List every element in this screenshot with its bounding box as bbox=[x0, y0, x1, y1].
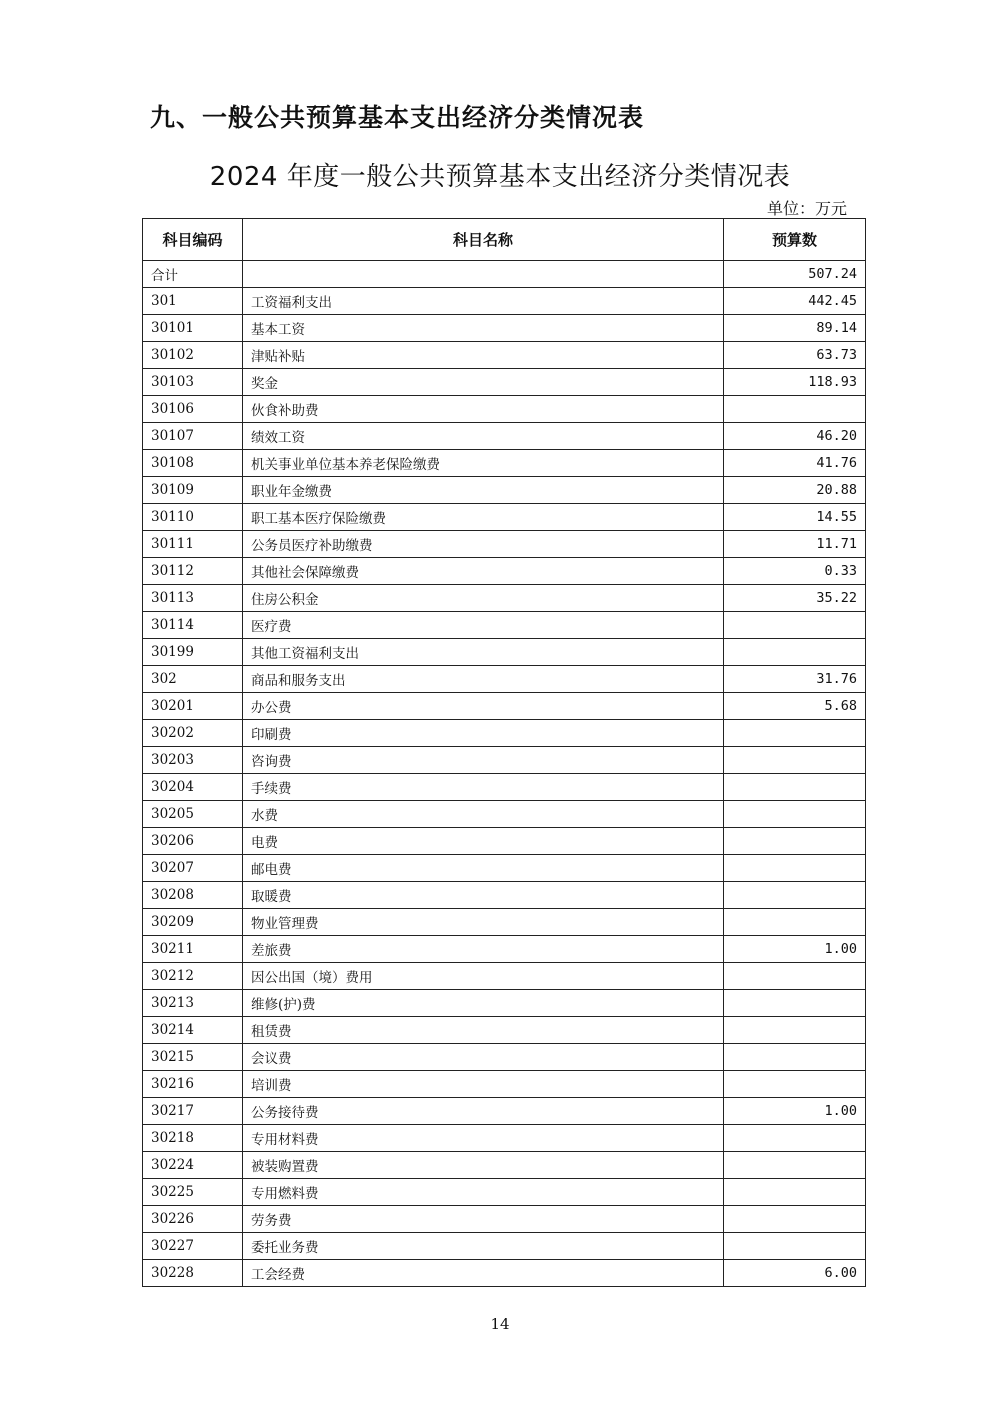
cell-amount bbox=[724, 1017, 866, 1044]
cell-amount bbox=[724, 990, 866, 1017]
table-row bbox=[143, 774, 866, 801]
table-row bbox=[143, 1179, 866, 1206]
cell-code: 30224 bbox=[143, 1152, 243, 1179]
cell-code: 30114 bbox=[143, 612, 243, 639]
cell-name: 差旅费 bbox=[243, 936, 724, 963]
table-row bbox=[143, 1125, 866, 1152]
cell-name: 商品和服务支出 bbox=[243, 666, 724, 693]
cell-name bbox=[243, 261, 724, 288]
cell-amount: 31.76 bbox=[724, 666, 866, 693]
cell-name: 医疗费 bbox=[243, 612, 724, 639]
cell-name: 办公费 bbox=[243, 693, 724, 720]
cell-code: 301 bbox=[143, 288, 243, 315]
cell-code: 30203 bbox=[143, 747, 243, 774]
table-row bbox=[143, 585, 866, 612]
table-row bbox=[143, 909, 866, 936]
table-row bbox=[143, 855, 866, 882]
cell-name: 印刷费 bbox=[243, 720, 724, 747]
cell-code: 30212 bbox=[143, 963, 243, 990]
cell-code: 30199 bbox=[143, 639, 243, 666]
cell-code: 30225 bbox=[143, 1179, 243, 1206]
cell-code: 30217 bbox=[143, 1098, 243, 1125]
header-code: 科目编码 bbox=[143, 219, 243, 261]
cell-code: 30101 bbox=[143, 315, 243, 342]
table-row bbox=[143, 531, 866, 558]
cell-name: 专用燃料费 bbox=[243, 1179, 724, 1206]
table-row bbox=[143, 1017, 866, 1044]
cell-name: 邮电费 bbox=[243, 855, 724, 882]
cell-code: 30112 bbox=[143, 558, 243, 585]
cell-amount bbox=[724, 1125, 866, 1152]
cell-amount: 63.73 bbox=[724, 342, 866, 369]
cell-amount: 20.88 bbox=[724, 477, 866, 504]
cell-code: 30215 bbox=[143, 1044, 243, 1071]
cell-code: 30218 bbox=[143, 1125, 243, 1152]
cell-amount bbox=[724, 855, 866, 882]
cell-code: 30102 bbox=[143, 342, 243, 369]
cell-amount bbox=[724, 1233, 866, 1260]
table-row bbox=[143, 423, 866, 450]
cell-amount bbox=[724, 882, 866, 909]
cell-name: 培训费 bbox=[243, 1071, 724, 1098]
cell-amount: 0.33 bbox=[724, 558, 866, 585]
cell-name: 水费 bbox=[243, 801, 724, 828]
cell-name: 被装购置费 bbox=[243, 1152, 724, 1179]
table-row bbox=[143, 1071, 866, 1098]
cell-code: 30209 bbox=[143, 909, 243, 936]
cell-name: 伙食补助费 bbox=[243, 396, 724, 423]
cell-code: 30204 bbox=[143, 774, 243, 801]
table-row bbox=[143, 612, 866, 639]
cell-code: 30205 bbox=[143, 801, 243, 828]
cell-code: 30211 bbox=[143, 936, 243, 963]
table-row bbox=[143, 639, 866, 666]
cell-code: 30107 bbox=[143, 423, 243, 450]
cell-name: 公务员医疗补助缴费 bbox=[243, 531, 724, 558]
cell-amount bbox=[724, 1179, 866, 1206]
cell-code: 30111 bbox=[143, 531, 243, 558]
cell-name: 工资福利支出 bbox=[243, 288, 724, 315]
cell-code: 302 bbox=[143, 666, 243, 693]
cell-amount bbox=[724, 720, 866, 747]
cell-amount bbox=[724, 396, 866, 423]
table-row bbox=[143, 666, 866, 693]
unit-label: 单位：万元 bbox=[766, 199, 847, 218]
cell-amount: 5.68 bbox=[724, 693, 866, 720]
table-row bbox=[143, 828, 866, 855]
cell-name: 租赁费 bbox=[243, 1017, 724, 1044]
cell-amount: 6.00 bbox=[724, 1260, 866, 1287]
cell-name: 公务接待费 bbox=[243, 1098, 724, 1125]
cell-name: 职工基本医疗保险缴费 bbox=[243, 504, 724, 531]
cell-amount: 1.00 bbox=[724, 936, 866, 963]
cell-name: 基本工资 bbox=[243, 315, 724, 342]
cell-code: 30227 bbox=[143, 1233, 243, 1260]
cell-name: 因公出国（境）费用 bbox=[243, 963, 724, 990]
table-row bbox=[143, 450, 866, 477]
table-row bbox=[143, 288, 866, 315]
header-amount: 预算数 bbox=[724, 219, 866, 261]
cell-code: 30213 bbox=[143, 990, 243, 1017]
table-row bbox=[143, 342, 866, 369]
cell-code: 30202 bbox=[143, 720, 243, 747]
cell-name: 职业年金缴费 bbox=[243, 477, 724, 504]
cell-name: 手续费 bbox=[243, 774, 724, 801]
table-row bbox=[143, 882, 866, 909]
cell-name: 劳务费 bbox=[243, 1206, 724, 1233]
section-title: 九、一般公共预算基本支出经济分类情况表 bbox=[150, 103, 645, 132]
cell-name: 绩效工资 bbox=[243, 423, 724, 450]
cell-code: 30206 bbox=[143, 828, 243, 855]
table-row bbox=[143, 1044, 866, 1071]
table-row bbox=[143, 396, 866, 423]
cell-amount: 46.20 bbox=[724, 423, 866, 450]
cell-name: 物业管理费 bbox=[243, 909, 724, 936]
cell-amount: 11.71 bbox=[724, 531, 866, 558]
table-row bbox=[143, 315, 866, 342]
header-name: 科目名称 bbox=[243, 219, 724, 261]
cell-name: 奖金 bbox=[243, 369, 724, 396]
table-row bbox=[143, 477, 866, 504]
table-row bbox=[143, 558, 866, 585]
budget-table bbox=[142, 218, 866, 1287]
cell-amount: 89.14 bbox=[724, 315, 866, 342]
table-row bbox=[143, 720, 866, 747]
cell-name: 其他社会保障缴费 bbox=[243, 558, 724, 585]
cell-amount bbox=[724, 828, 866, 855]
cell-amount: 507.24 bbox=[724, 261, 866, 288]
cell-name: 津贴补贴 bbox=[243, 342, 724, 369]
cell-amount bbox=[724, 1044, 866, 1071]
table-row bbox=[143, 936, 866, 963]
cell-amount bbox=[724, 774, 866, 801]
cell-code: 30110 bbox=[143, 504, 243, 531]
table-row bbox=[143, 369, 866, 396]
cell-name: 维修(护)费 bbox=[243, 990, 724, 1017]
table-body bbox=[143, 261, 866, 1287]
cell-amount bbox=[724, 747, 866, 774]
table-row bbox=[143, 963, 866, 990]
cell-name: 机关事业单位基本养老保险缴费 bbox=[243, 450, 724, 477]
cell-name: 取暖费 bbox=[243, 882, 724, 909]
cell-code: 30207 bbox=[143, 855, 243, 882]
table-row bbox=[143, 1260, 866, 1287]
cell-name: 工会经费 bbox=[243, 1260, 724, 1287]
page-title: 2024 年度一般公共预算基本支出经济分类情况表 bbox=[209, 162, 791, 192]
cell-amount bbox=[724, 1206, 866, 1233]
cell-amount bbox=[724, 639, 866, 666]
cell-code: 30208 bbox=[143, 882, 243, 909]
cell-code: 30228 bbox=[143, 1260, 243, 1287]
cell-amount: 35.22 bbox=[724, 585, 866, 612]
table-row bbox=[143, 504, 866, 531]
cell-code: 30201 bbox=[143, 693, 243, 720]
cell-name: 住房公积金 bbox=[243, 585, 724, 612]
cell-name: 会议费 bbox=[243, 1044, 724, 1071]
cell-name: 电费 bbox=[243, 828, 724, 855]
cell-amount: 118.93 bbox=[724, 369, 866, 396]
table-row bbox=[143, 261, 866, 288]
cell-code: 30108 bbox=[143, 450, 243, 477]
cell-code: 30226 bbox=[143, 1206, 243, 1233]
cell-amount bbox=[724, 909, 866, 936]
table-row bbox=[143, 1206, 866, 1233]
table-row bbox=[143, 1233, 866, 1260]
cell-code: 30214 bbox=[143, 1017, 243, 1044]
cell-name: 专用材料费 bbox=[243, 1125, 724, 1152]
cell-code: 30113 bbox=[143, 585, 243, 612]
cell-code: 30106 bbox=[143, 396, 243, 423]
cell-amount bbox=[724, 801, 866, 828]
cell-amount bbox=[724, 1152, 866, 1179]
table-row bbox=[143, 990, 866, 1017]
cell-amount bbox=[724, 1071, 866, 1098]
cell-name: 委托业务费 bbox=[243, 1233, 724, 1260]
cell-name: 咨询费 bbox=[243, 747, 724, 774]
cell-amount: 442.45 bbox=[724, 288, 866, 315]
table-row bbox=[143, 801, 866, 828]
cell-code: 合计 bbox=[143, 261, 243, 288]
cell-amount: 41.76 bbox=[724, 450, 866, 477]
cell-amount bbox=[724, 612, 866, 639]
page-number: 14 bbox=[490, 1315, 510, 1333]
table-row bbox=[143, 747, 866, 774]
cell-amount: 14.55 bbox=[724, 504, 866, 531]
cell-name: 其他工资福利支出 bbox=[243, 639, 724, 666]
cell-code: 30216 bbox=[143, 1071, 243, 1098]
cell-amount: 1.00 bbox=[724, 1098, 866, 1125]
cell-code: 30109 bbox=[143, 477, 243, 504]
table-row bbox=[143, 693, 866, 720]
table-row bbox=[143, 1098, 866, 1125]
table-header-row bbox=[143, 219, 866, 261]
table-row bbox=[143, 1152, 866, 1179]
cell-code: 30103 bbox=[143, 369, 243, 396]
cell-amount bbox=[724, 963, 866, 990]
